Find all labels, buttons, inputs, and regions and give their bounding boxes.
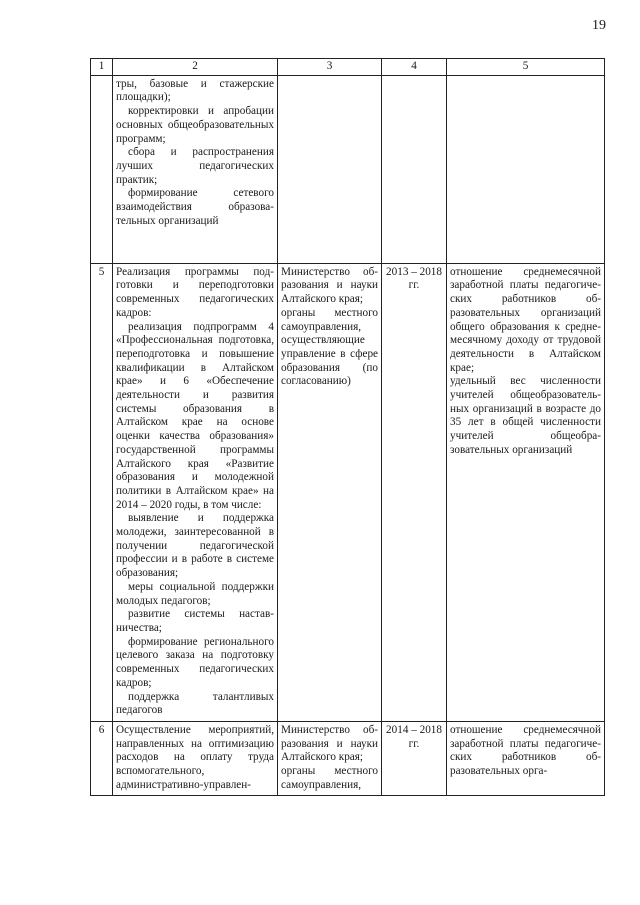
- activity-item: тры, базовые и стажерские площадки);: [116, 77, 274, 104]
- activity-item: формирование сетевого взаимодействия образовательных организаций: [116, 187, 274, 227]
- activity-item: Осуществление мероприятий, направленных на оптимизацию расходов на оплату труда вспомогательного, административно-управлен-: [116, 723, 274, 791]
- header-col-2: 2: [113, 59, 278, 76]
- table-row: [91, 721, 605, 796]
- activity-item: выявление и поддержка молодежи, заинтересованной в получении педагогической профессии и в работе в системе образования;: [116, 512, 274, 580]
- activity-item: формирование регионального целевого заказа на подготовку современных педагогических кадров;: [116, 635, 274, 689]
- header-row: [91, 59, 605, 76]
- indicator-cell: [447, 721, 605, 796]
- header-col-3: 3: [278, 59, 382, 76]
- executor-item: органы местного самоуправления,: [281, 765, 378, 791]
- table-row: [91, 263, 605, 721]
- activity-item: поддержка талантливых педагогов: [116, 690, 274, 717]
- row-number: [91, 75, 113, 263]
- activity-item: корректировки и апробации основных общеобразовательных программ;: [116, 105, 274, 145]
- executor-cell: [278, 75, 382, 263]
- activity-cell: [113, 75, 278, 263]
- period-cell: 2014 – 2018 гг.: [382, 721, 447, 796]
- header-col-5: 5: [447, 59, 605, 76]
- activity-item: развитие системы наставничества;: [116, 608, 274, 634]
- indicator-item: отношение среднемесячной заработной платы педагогических работников образовательных орга-: [450, 723, 601, 778]
- indicator-item: отношение среднемесячной заработной платы педагогических работников образовательных организаций общего образования к среднемесячному доходу от трудовой деятельности в Алтайском крае;: [450, 265, 601, 374]
- executor-item: органы местного самоуправления, осуществляющие управление в сфере образования (по согласованию): [281, 306, 378, 388]
- executor-cell: [278, 263, 382, 721]
- activity-item: реализация подпрограмм 4 «Профессиональная подготовка, переподготовка и повышение квалификации в Алтайском крае» и 6 «Обеспечение деятельности и развития системы образования в Алтайском крае на основе оценки качества образования» государственной программы Алтайского края «Развитие образования и молодежной политики в Алтайском крае» на 2014 – 2020 годы, в том числе:: [116, 320, 274, 511]
- period-cell: [382, 75, 447, 263]
- header-col-1: 1: [91, 59, 113, 76]
- header-col-4: 4: [382, 59, 447, 76]
- row-number: 6: [91, 721, 113, 796]
- period-cell: 2013 – 2018 гг.: [382, 263, 447, 721]
- indicator-cell: [447, 75, 605, 263]
- activity-item: сбора и распространения лучших педагогических практик;: [116, 146, 274, 186]
- activity-item: меры социальной поддержки молодых педагогов;: [116, 580, 274, 607]
- activity-cell: [113, 263, 278, 721]
- table-row: [91, 75, 605, 263]
- activity-cell: [113, 721, 278, 796]
- executor-item: Министерство образования и науки Алтайского края;: [281, 265, 378, 306]
- program-table: [90, 58, 605, 796]
- page-number: 19: [592, 18, 606, 33]
- executor-item: Министерство образования и науки Алтайского края;: [281, 723, 378, 764]
- activity-item: Реализация программы подготовки и переподготовки современных педагогических кадров:: [116, 265, 274, 319]
- row-number: 5: [91, 263, 113, 721]
- executor-cell: [278, 721, 382, 796]
- indicator-item: удельный вес численности учителей общеобразовательных организаций в возрасте до 35 лет в общей численности учителей общеобразовательных организаций: [450, 375, 601, 456]
- indicator-cell: [447, 263, 605, 721]
